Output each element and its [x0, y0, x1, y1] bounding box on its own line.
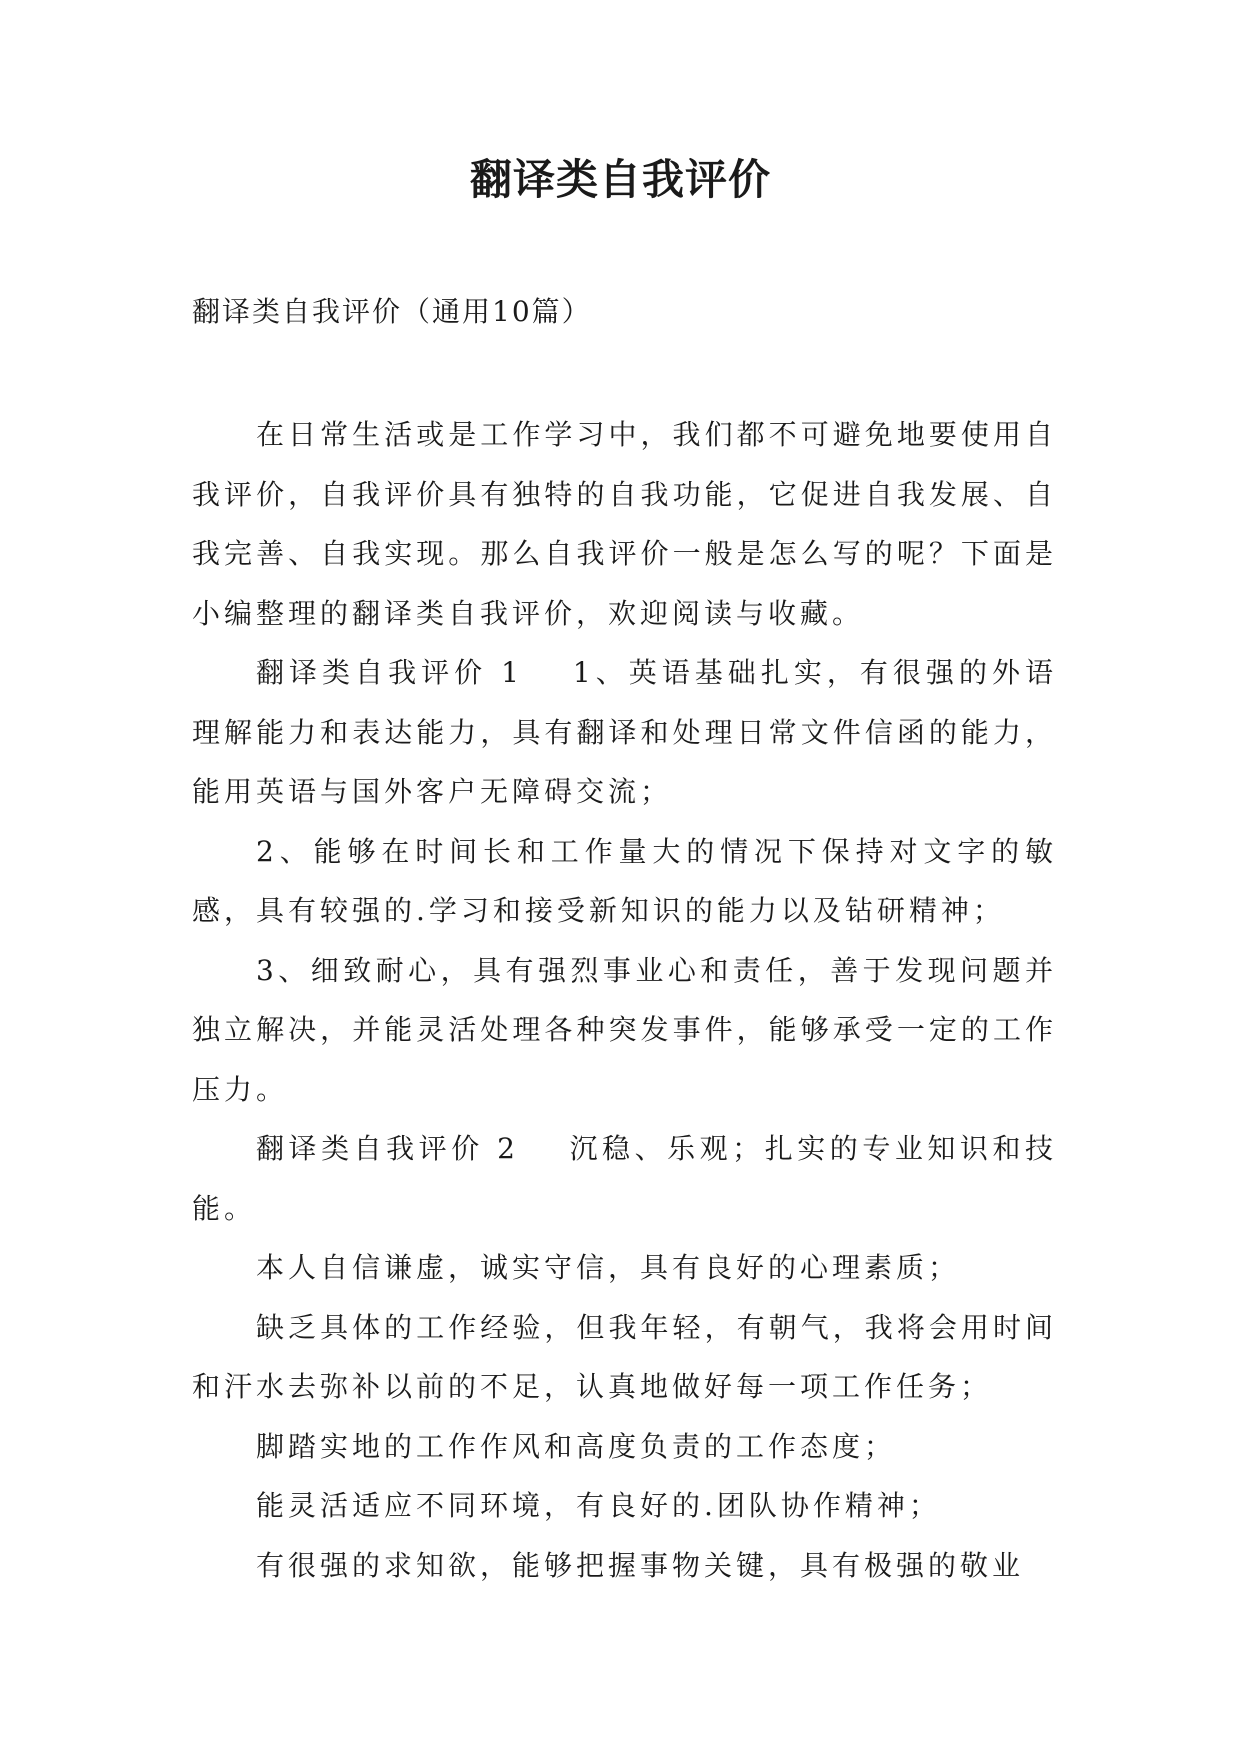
section-heading: 翻译类自我评价 1 — [256, 656, 523, 689]
body-paragraph: 缺乏具体的工作经验，但我年轻，有朝气，我将会用时间和汗水去弥补以前的不足，认真地做好每一项工作任务； — [192, 1310, 1057, 1403]
document-body — [192, 405, 1057, 1595]
body-paragraph: 有很强的求知欲，能够把握事物关键，具有极强的敬业 — [256, 1548, 1025, 1582]
body-paragraph: 本人自信谦虚，诚实守信，具有良好的心理素质； — [256, 1251, 961, 1284]
body-paragraph: 能灵活适应不同环境，有良好的.团队协作精神； — [256, 1489, 941, 1522]
body-paragraph: 3、细致耐心，具有强烈事业心和责任，善于发现问题并独立解决，并能灵活处理各种突发事件，能够承受一定的工作压力。 — [192, 953, 1057, 1106]
section-text: 1、英语基础扎实，有很强的外语理解能力和表达能力，具有翻译和处理日常文件信函的能力，能用英语与国外客户无障碍交流； — [192, 656, 1057, 808]
body-paragraph: 脚踏实地的工作作风和高度负责的工作态度； — [256, 1429, 897, 1463]
document-subtitle: 翻译类自我评价（通用10篇） — [192, 295, 592, 328]
intro-paragraph: 在日常生活或是工作学习中，我们都不可避免地要使用自我评价，自我评价具有独特的自我功能，它促进自我发展、自我完善、自我实现。那么自我评价一般是怎么写的呢？下面是小编整理的翻译类自我评价，欢迎阅读与收藏。 — [192, 418, 1057, 630]
section-heading: 翻译类自我评价 2 — [256, 1132, 519, 1165]
section-text: 沉稳、乐观；扎实的专业知识和技能。 — [192, 1132, 1057, 1225]
section-1-paragraph — [192, 643, 1057, 822]
section-2-paragraph — [192, 1119, 1057, 1238]
body-paragraph: 2、能够在时间长和工作量大的情况下保持对文字的敏感，具有较强的.学习和接受新知识的能力以及钻研精神； — [192, 834, 1057, 927]
page-title: 翻译类自我评价 — [469, 155, 771, 204]
